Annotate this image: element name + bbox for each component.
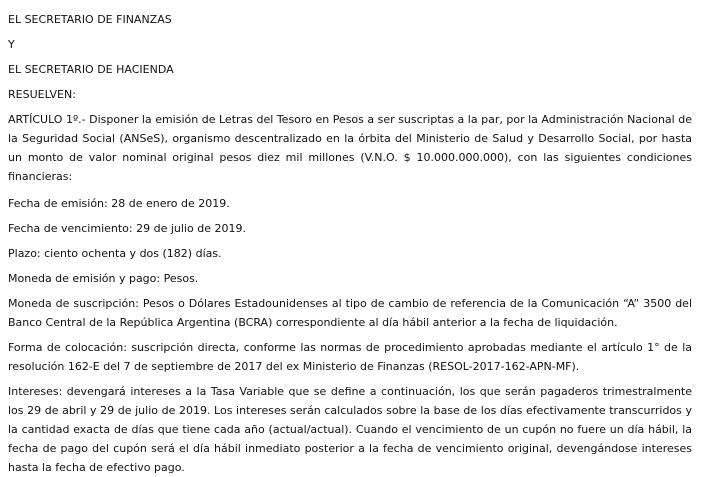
- paragraph-moneda-emision: Moneda de emisión y pago: Pesos.: [8, 272, 199, 285]
- paragraph-fecha-vencimiento: Fecha de vencimiento: 29 de julio de 2019.: [8, 222, 246, 235]
- heading-resuelven: RESUELVEN:: [8, 88, 76, 101]
- resolution-document: [8, 10, 692, 477]
- paragraph-plazo: Plazo: ciento ochenta y dos (182) días.: [8, 247, 222, 260]
- paragraph-forma-colocacion: Forma de colocación: suscripción directa, conforme las normas de procedimiento aprobadas mediante el artículo 1° de la resolución 162-E del 7 de septiembre de 2017 del ex Ministerio de Finanzas (RESOL-2017-162-APN-MF).: [8, 341, 692, 373]
- heading-secretario-hacienda: EL SECRETARIO DE HACIENDA: [8, 63, 174, 76]
- paragraph-moneda-suscripcion: Moneda de suscripción: Pesos o Dólares Estadounidenses al tipo de cambio de referencia de la Comunicación “A” 3500 del Banco Central de la República Argentina (BCRA) correspondiente al día hábil anterior a la fecha de liquidación.: [8, 297, 692, 329]
- paragraph-intereses: Intereses: devengará intereses a la Tasa Variable que se define a continuación, los que serán pagaderos trimestralmente los 29 de abril y 29 de julio de 2019. Los intereses serán calculados sobre la base de los días efectivamente transcurridos y la cantidad exacta de días que tiene cada año (actual/actual). Cuando el vencimiento de un cupón no fuere un día hábil, la fecha de pago del cupón será el día hábil inmediato posterior a la fecha de vencimiento original, devengándose intereses hasta la fecha de efectivo pago.: [8, 385, 692, 474]
- heading-secretario-finanzas: EL SECRETARIO DE FINANZAS: [8, 13, 172, 26]
- paragraph-articulo-1: ARTÍCULO 1º.- Disponer la emisión de Letras del Tesoro en Pesos a ser suscriptas a la par, por la Administración Nacional de la Seguridad Social (ANSeS), organismo descentralizado en la órbita del Ministerio de Salud y Desarrollo Social, por hasta un monto de valor nominal original pesos diez mil millones (V.N.O. $ 10.000.000.000), con las siguientes condiciones financieras:: [8, 113, 692, 183]
- heading-conjunction: Y: [8, 38, 15, 51]
- paragraph-fecha-emision: Fecha de emisión: 28 de enero de 2019.: [8, 197, 230, 210]
